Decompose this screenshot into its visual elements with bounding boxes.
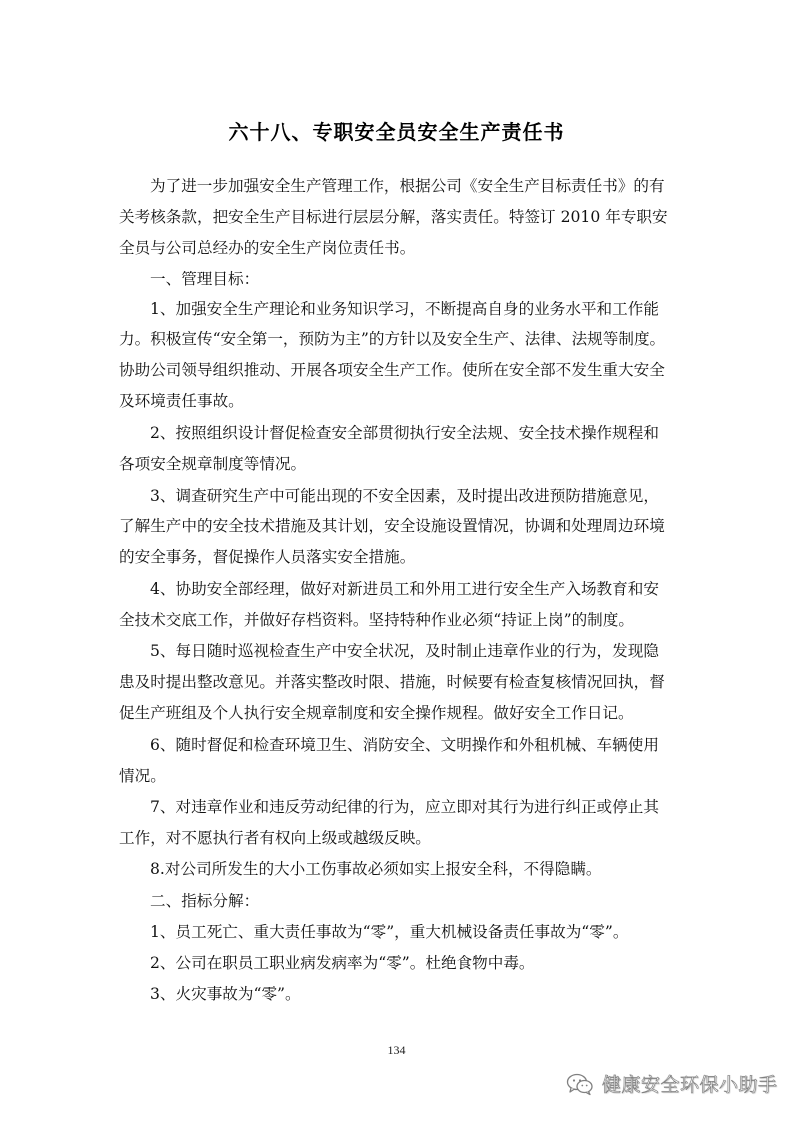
paragraph-line: 患及时提出整改意见。并落实整改时限、措施，时候要有检查复核情况回执，督 <box>119 673 665 691</box>
page-number: 134 <box>387 1043 406 1057</box>
paragraph-line: 了解生产中的安全技术措施及其计划，安全设施设置情况，协调和处理周边环境 <box>119 517 665 535</box>
paragraph-line: 工作，对不愿执行者有权向上级或越级反映。 <box>119 829 431 847</box>
paragraph-line: 1、员工死亡、重大责任事故为“零”，重大机械设备责任事故为“零”。 <box>150 923 629 941</box>
section-heading: 一、管理目标： <box>150 270 260 288</box>
paragraph-line: 1、加强安全生产理论和业务知识学习，不断提高自身的业务水平和工作能 <box>150 300 659 318</box>
paragraph-line: 5、每日随时巡视检查生产中安全状况，及时制止违章作业的行为，发现隐 <box>150 642 659 660</box>
section-heading: 二、指标分解： <box>150 892 260 910</box>
paragraph-line: 全技术交底工作，并做好存档资料。坚持特种作业必须“持证上岗”的制度。 <box>119 611 634 629</box>
paragraph-line: 6、随时督促和检查环境卫生、消防安全、文明操作和外租机械、车辆使用 <box>150 736 659 754</box>
wechat-icon <box>566 1072 594 1096</box>
paragraph-line: 3、火灾事故为“零”。 <box>150 985 301 1003</box>
paragraph-line: 的安全事务，督促操作人员落实安全措施。 <box>119 548 416 566</box>
paragraph-line: 协助公司领导组织推动、开展各项安全生产工作。使所在安全部不发生重大安全 <box>119 361 665 379</box>
paragraph-line: 7、对违章作业和违反劳动纪律的行为，应立即对其行为进行纠正或停止其 <box>150 798 659 816</box>
watermark <box>566 1070 778 1097</box>
paragraph-line: 情况。 <box>119 767 166 785</box>
paragraph-line: 4、协助安全部经理，做好对新进员工和外用工进行安全生产入场教育和安 <box>150 580 659 598</box>
paragraph-line: 2、公司在职员工职业病发病率为“零”。杜绝食物中毒。 <box>150 954 535 972</box>
paragraph-line: 2、按照组织设计督促检查安全部贯彻执行安全法规、安全技术操作规程和 <box>150 424 659 442</box>
document-title: 六十八、专职安全员安全生产责任书 <box>228 120 565 144</box>
paragraph-line: 为了进一步加强安全生产管理工作，根据公司《安全生产目标责任书》的有 <box>150 177 665 195</box>
paragraph-line: 3、调查研究生产中可能出现的不安全因素，及时提出改进预防措施意见， <box>150 487 659 505</box>
paragraph-line: 各项安全规章制度等情况。 <box>119 455 307 473</box>
paragraph-line: 8.对公司所发生的大小工伤事故必须如实上报安全科，不得隐瞒。 <box>150 860 602 878</box>
paragraph-line: 力。积极宣传“安全第一，预防为主”的方针以及安全生产、法律、法规等制度。 <box>119 330 666 348</box>
paragraph-line: 及环境责任事故。 <box>119 392 244 410</box>
paragraph-line: 促生产班组及个人执行安全规章制度和安全操作规程。做好安全工作日记。 <box>119 704 634 722</box>
watermark-text: 健康安全环保小助手 <box>602 1074 778 1096</box>
paragraph-line: 全员与公司总经办的安全生产岗位责任书。 <box>119 239 416 257</box>
paragraph-line: 关考核条款，把安全生产目标进行层层分解，落实责任。特签订 2010 年专职安 <box>119 208 668 226</box>
